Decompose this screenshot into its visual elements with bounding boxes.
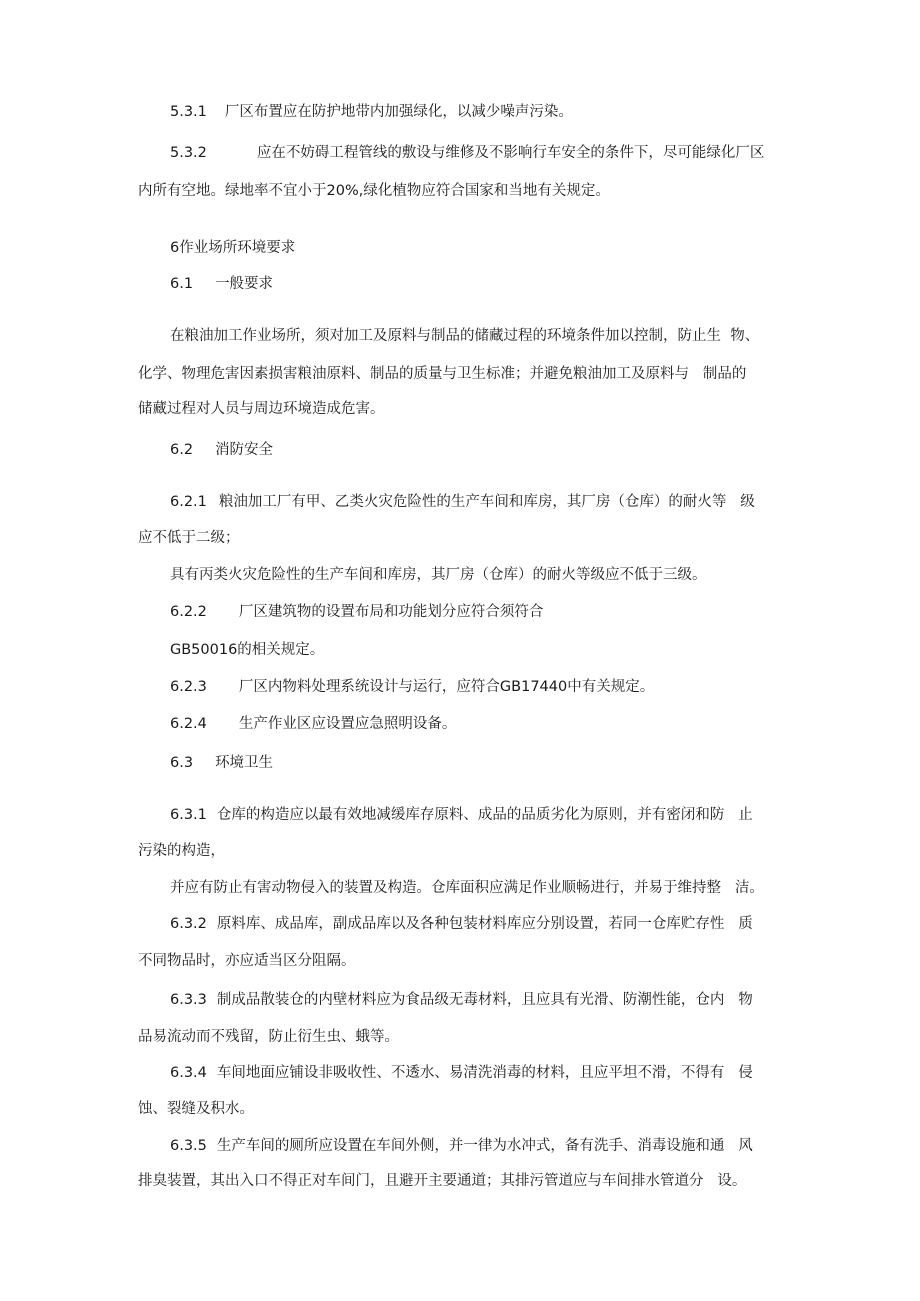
clause-number: 5.3.2 bbox=[170, 145, 207, 161]
clause-number: 6.3.1 bbox=[170, 807, 207, 823]
subsection-heading-6-2 bbox=[170, 440, 273, 460]
section-heading: 6作业场所环境要求 bbox=[170, 240, 296, 256]
clause-number: 6.3.2 bbox=[170, 916, 207, 932]
clause-text-line: 厂区建筑物的设置布局和功能划分应符合须符合 bbox=[238, 604, 544, 620]
clause-6-3-5 bbox=[170, 1136, 753, 1156]
clause-text-line: GB50016的相关规定。 bbox=[170, 642, 325, 658]
clause-6-3-3 bbox=[170, 990, 753, 1010]
clause-text-line: 生产车间的厕所应设置在车间外侧，并一律为水冲式，备有洗手、消毒设施和通 风 bbox=[216, 1138, 753, 1154]
clause-text-line: 品易流动而不残留，防止衍生虫、蛾等。 bbox=[138, 1029, 399, 1045]
clause-number: 6.2.2 bbox=[170, 604, 207, 620]
clause-number: 6.2.4 bbox=[170, 716, 207, 732]
paragraph-line: 化学、物理危害因素损害粮油原料、制品的质量与卫生标准；并避免粮油加工及原料与 制品的 bbox=[138, 366, 747, 382]
clause-6-2-2 bbox=[170, 602, 543, 622]
clause-6-3-1 bbox=[170, 805, 753, 825]
clause-5-3-2 bbox=[170, 143, 764, 163]
clause-text-line: 具有丙类火灾危险性的生产车间和库房，其厂房（仓库）的耐火等级应不低于三级。 bbox=[170, 567, 707, 583]
clause-number: 6.3.5 bbox=[170, 1138, 207, 1154]
section-number: 6.2 bbox=[170, 442, 194, 458]
clause-text-line: 污染的构造， bbox=[138, 843, 225, 859]
clause-6-3-2 bbox=[170, 914, 753, 934]
clause-text-line: 并应有防止有害动物侵入的装置及构造。仓库面积应满足作业顺畅进行，并易于维持整 洁。 bbox=[170, 880, 764, 896]
paragraph-line: 储藏过程对人员与周边环境造成危害。 bbox=[138, 401, 385, 417]
clause-text-line: 不同物品时，亦应适当区分阻隔。 bbox=[138, 953, 356, 969]
clause-text-line: 原料库、成品库，副成品库以及各种包装材料库应分别设置，若同一仓库贮存性 质 bbox=[216, 916, 753, 932]
clause-text: 厂区内物料处理系统设计与运行，应符合GB17440中有关规定。 bbox=[238, 679, 655, 695]
clause-number: 6.3.4 bbox=[170, 1065, 207, 1081]
paragraph-line: 在粮油加工作业场所，须对加工及原料与制品的储藏过程的环境条件加以控制，防止生 物、 bbox=[170, 328, 760, 344]
clause-text-line: 仓库的构造应以最有效地减缓库存原料、成品的品质劣化为原则，并有密闭和防 止 bbox=[216, 807, 753, 823]
subsection-heading-6-1 bbox=[170, 274, 273, 294]
clause-6-2-4 bbox=[170, 714, 456, 734]
clause-text-line: 粮油加工厂有甲、乙类火灾危险性的生产车间和库房，其厂房（仓库）的耐火等 级 bbox=[218, 494, 755, 510]
clause-6-3-4 bbox=[170, 1063, 753, 1083]
section-number: 6.1 bbox=[170, 276, 194, 292]
section-title: 环境卫生 bbox=[215, 755, 274, 771]
clause-text-line: 排臭装置，其出入口不得正对车间门，且避开主要通道；其排污管道应与车间排水管道分 设。 bbox=[138, 1173, 747, 1189]
clause-text: 生产作业区应设置应急照明设备。 bbox=[238, 716, 457, 732]
section-title: 消防安全 bbox=[215, 442, 274, 458]
section-title: 一般要求 bbox=[215, 276, 274, 292]
clause-6-2-3 bbox=[170, 677, 654, 697]
section-number: 6.3 bbox=[170, 755, 194, 771]
clause-text-line: 制成品散装仓的内壁材料应为食品级无毒材料，且应具有光滑、防潮性能，仓内 物 bbox=[216, 992, 753, 1008]
clause-text-line: 内所有空地。绿地率不宜小于20%,绿化植物应符合国家和当地有关规定。 bbox=[138, 183, 610, 199]
clause-text-line: 应在不妨碍工程管线的敷设与维修及不影响行车安全的条件下，尽可能绿化厂区 bbox=[256, 145, 765, 161]
clause-number: 6.2.3 bbox=[170, 679, 207, 695]
subsection-heading-6-3 bbox=[170, 753, 273, 773]
clause-number: 6.3.3 bbox=[170, 992, 207, 1008]
clause-text: 厂区布置应在防护地带内加强绿化，以减少噪声污染。 bbox=[224, 104, 573, 120]
clause-text-line: 车间地面应铺设非吸收性、不透水、易清洗消毒的材料，且应平坦不滑，不得有 侵 bbox=[216, 1065, 753, 1081]
clause-5-3-1 bbox=[170, 102, 573, 122]
clause-text-line: 应不低于二级； bbox=[138, 530, 240, 546]
clause-number: 6.2.1 bbox=[170, 494, 207, 510]
clause-number: 5.3.1 bbox=[170, 104, 207, 120]
clause-6-2-1 bbox=[170, 492, 755, 512]
clause-text-line: 蚀、裂缝及积水。 bbox=[138, 1101, 254, 1117]
